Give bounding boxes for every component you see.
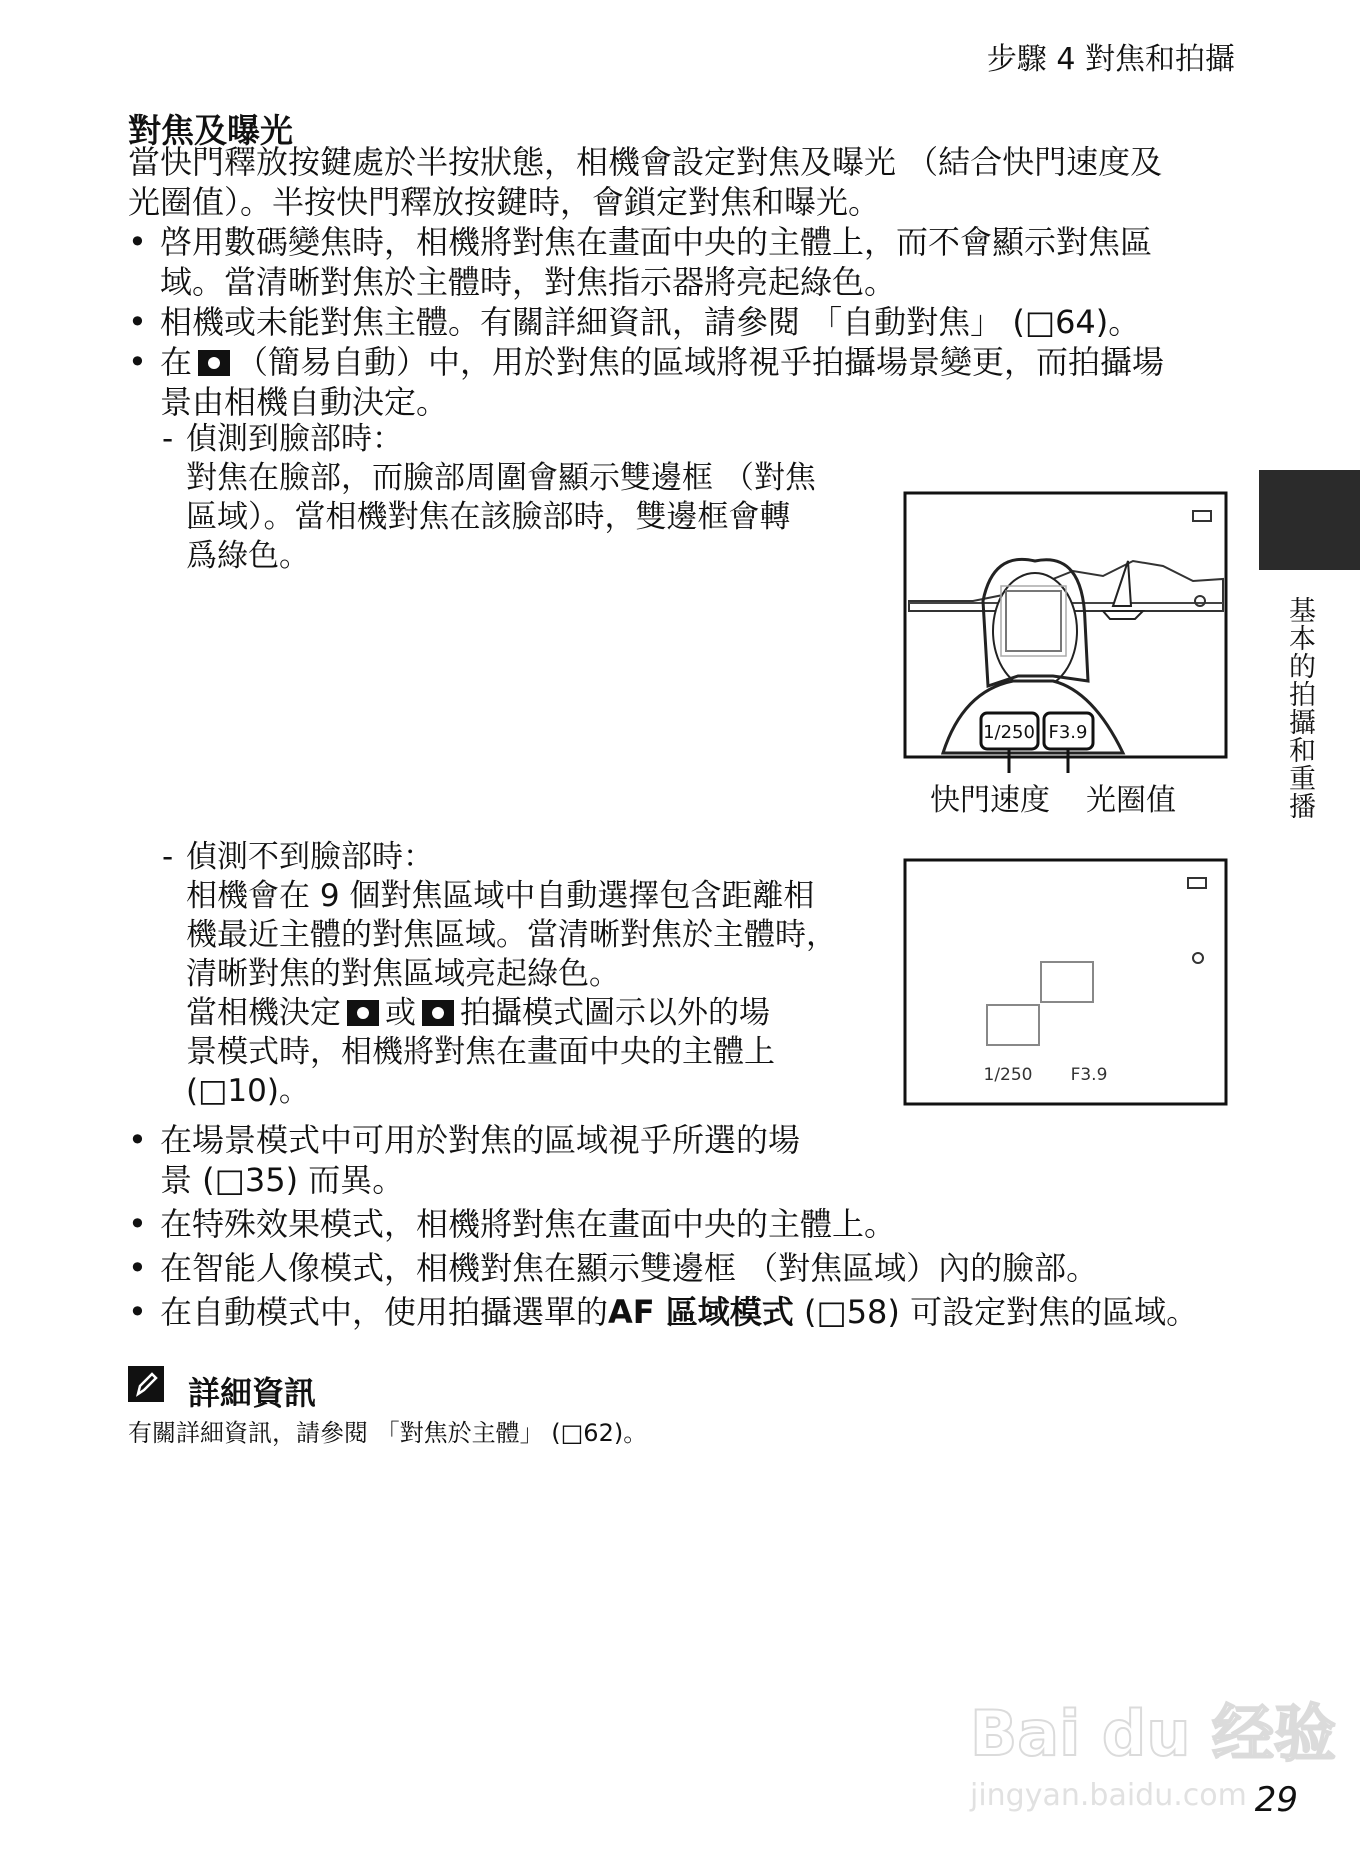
sub-text: 清晰對焦的對焦區域亮起綠色。 bbox=[186, 956, 620, 992]
bullet-text-post: (□58) 可設定對焦的區域。 bbox=[793, 1293, 1199, 1331]
section-heading: 對焦及曝光 bbox=[128, 111, 293, 150]
shutter-speed-value: 1/250 bbox=[983, 1065, 1033, 1085]
screen-frame bbox=[905, 860, 1226, 1104]
intro-line-1: 當快門釋放按鍵處於半按狀態，相機會設定對焦及曝光 （結合快門速度及 bbox=[128, 143, 1163, 181]
bullet-text: 景 (□35) 而異。 bbox=[160, 1161, 405, 1199]
page-header: 步驟 4 對焦和拍攝 bbox=[986, 42, 1235, 77]
shutter-speed-value: 1/250 bbox=[983, 722, 1035, 743]
sub-title: 偵測不到臉部時： bbox=[186, 839, 434, 875]
baidu-watermark bbox=[960, 1665, 1337, 1825]
watermark-url: jingyan.baidu.com bbox=[970, 1778, 1247, 1813]
chapter-label: 基本的拍攝和重播 bbox=[1284, 596, 1315, 820]
aperture-value: F3.9 bbox=[1070, 1065, 1108, 1085]
bullet-text: 在場景模式中可用於對焦的區域視乎所選的場 bbox=[160, 1121, 801, 1159]
dash-marker: - bbox=[162, 421, 174, 457]
sub-text: 對焦在臉部，而臉部周圍會顯示雙邊框 （對焦 bbox=[186, 460, 816, 496]
sub-text bbox=[186, 994, 770, 1033]
bullet-text: 景由相機自動決定。 bbox=[160, 383, 449, 421]
sub-text: 相機會在 9 個對焦區域中自動選擇包含距離相 bbox=[186, 878, 815, 914]
bullet-text: 在特殊效果模式，相機將對焦在畫面中央的主體上。 bbox=[160, 1205, 897, 1243]
sub-text: 景模式時，相機將對焦在畫面中央的主體上 bbox=[186, 1034, 775, 1070]
sub-text-post: 拍攝模式圖示以外的場 bbox=[460, 995, 770, 1031]
sub-text: 區域）。當相機對焦在該臉部時，雙邊框會轉 bbox=[186, 499, 791, 535]
bullet-dot: • bbox=[128, 223, 147, 261]
sub-text: 機最近主體的對焦區域。當清晰對焦於主體時， bbox=[186, 917, 837, 953]
bullet-text: 啓用數碼變焦時，相機將對焦在畫面中央的主體上，而不會顯示對焦區 bbox=[160, 223, 1153, 261]
dash-marker: - bbox=[162, 839, 174, 875]
note-title: 詳細資訊 bbox=[188, 1374, 317, 1412]
bullet-text-pre: 在 bbox=[160, 343, 193, 381]
watermark-text: Bai du 经验 bbox=[970, 1697, 1337, 1770]
sub-text: (□10)。 bbox=[186, 1073, 310, 1109]
bullet-text: 域。當清晰對焦於主體時，對焦指示器將亮起綠色。 bbox=[160, 263, 897, 301]
intro-line-2: 光圈值）。半按快門釋放按鍵時，會鎖定對焦和曝光。 bbox=[128, 183, 881, 221]
auto-mode-icon bbox=[347, 1000, 379, 1026]
bullet-dot: • bbox=[128, 1293, 147, 1331]
no-face-figure bbox=[903, 858, 1228, 1108]
bullet-text-pre: 在自動模式中，使用拍攝選單的 bbox=[160, 1293, 609, 1331]
sub-title: 偵測到臉部時： bbox=[186, 421, 403, 457]
bullet-dot: • bbox=[128, 1205, 147, 1243]
aperture-value: F3.9 bbox=[1048, 722, 1088, 743]
pencil-icon bbox=[128, 1366, 164, 1402]
night-portrait-icon bbox=[422, 1000, 454, 1026]
bullet-dot: • bbox=[128, 1249, 147, 1287]
easy-auto-mode-icon bbox=[198, 350, 230, 376]
chapter-tab bbox=[1259, 470, 1360, 570]
bullet-text bbox=[160, 1292, 1198, 1332]
bullet-text: 在智能人像模式，相機對焦在顯示雙邊框 （對焦區域）內的臉部。 bbox=[160, 1249, 1099, 1287]
bullet-text bbox=[160, 342, 1164, 382]
af-area-mode-term: AF 區域模式 bbox=[608, 1293, 794, 1331]
sub-text: 爲綠色。 bbox=[186, 538, 310, 574]
sub-text-pre: 當相機決定 bbox=[186, 995, 341, 1031]
note-body: 有關詳細資訊，請參閱 「對焦於主體」 (□62)。 bbox=[128, 1419, 648, 1447]
page-number: 29 bbox=[1254, 1780, 1298, 1820]
aperture-caption: 光圈值 bbox=[1086, 783, 1176, 818]
bullet-dot: • bbox=[128, 343, 147, 381]
bullet-text-post: （簡易自動）中，用於對焦的區域將視乎拍攝場景變更，而拍攝場 bbox=[236, 343, 1165, 381]
bullet-text: 相機或未能對焦主體。有關詳細資訊，請參閱 「自動對焦」 (□64)。 bbox=[160, 303, 1141, 341]
bullet-dot: • bbox=[128, 1121, 147, 1159]
shutter-speed-caption: 快門速度 bbox=[930, 783, 1050, 818]
sub-text-mid: 或 bbox=[385, 995, 416, 1031]
bullet-dot: • bbox=[128, 303, 147, 341]
